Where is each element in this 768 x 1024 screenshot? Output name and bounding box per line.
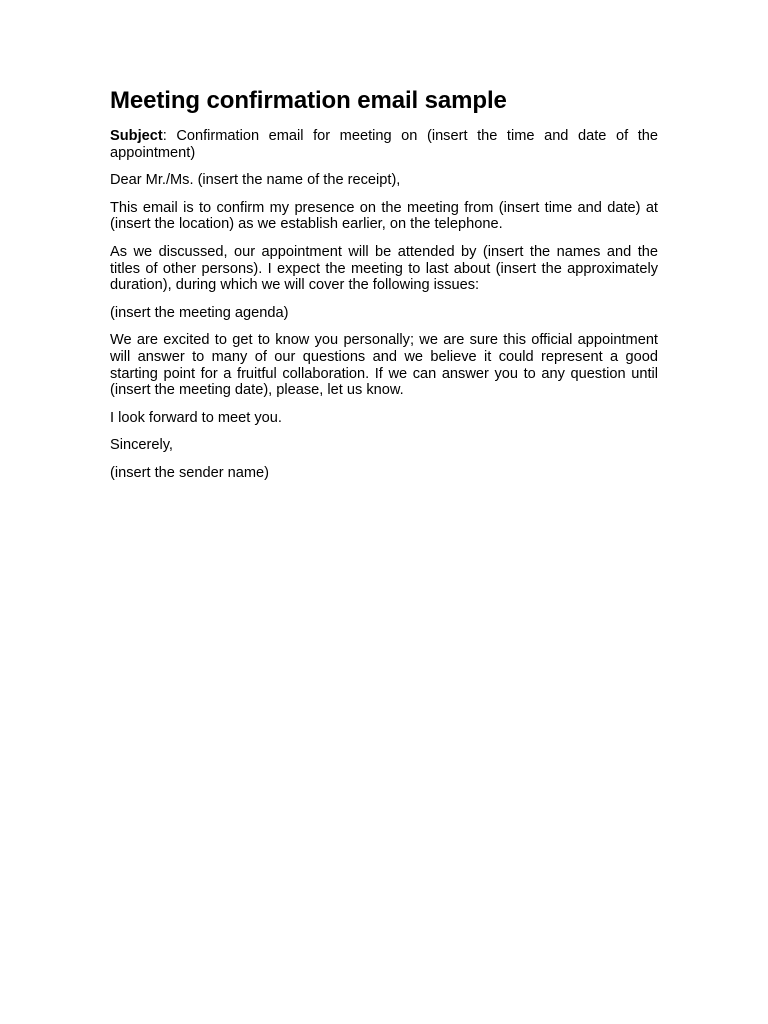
document-body xyxy=(110,86,658,493)
paragraph-excitement: We are excited to get to know you personally; we are sure this official appointment will answer to many of our questions and we believe it could represent a good starting point for a fruitful collaboration. If we can answer you to any question until (insert the meeting date), please, let us know. xyxy=(110,332,658,399)
subject-line xyxy=(110,128,658,161)
closing: Sincerely, xyxy=(110,437,173,454)
paragraph-agenda: (insert the meeting agenda) xyxy=(110,304,289,321)
salutation: Dear Mr./Ms. (insert the name of the receipt), xyxy=(110,172,401,189)
paragraph-confirmation: This email is to confirm my presence on the meeting from (insert time and date) at (insert the location) as we establish earlier, on the telephone. xyxy=(110,199,658,233)
subject-text: : Confirmation email for meeting on (insert the time and date of the appointment) xyxy=(110,128,658,161)
document-title: Meeting confirmation email sample xyxy=(110,87,507,114)
paragraph-look-forward: I look forward to meet you. xyxy=(110,409,282,426)
signature: (insert the sender name) xyxy=(110,464,269,481)
paragraph-attendees: As we discussed, our appointment will be attended by (insert the names and the titles of other persons). I expect the meeting to last about (insert the approximately duration), during which we will cover the following issues: xyxy=(110,243,658,294)
subject-label: Subject xyxy=(110,128,163,144)
